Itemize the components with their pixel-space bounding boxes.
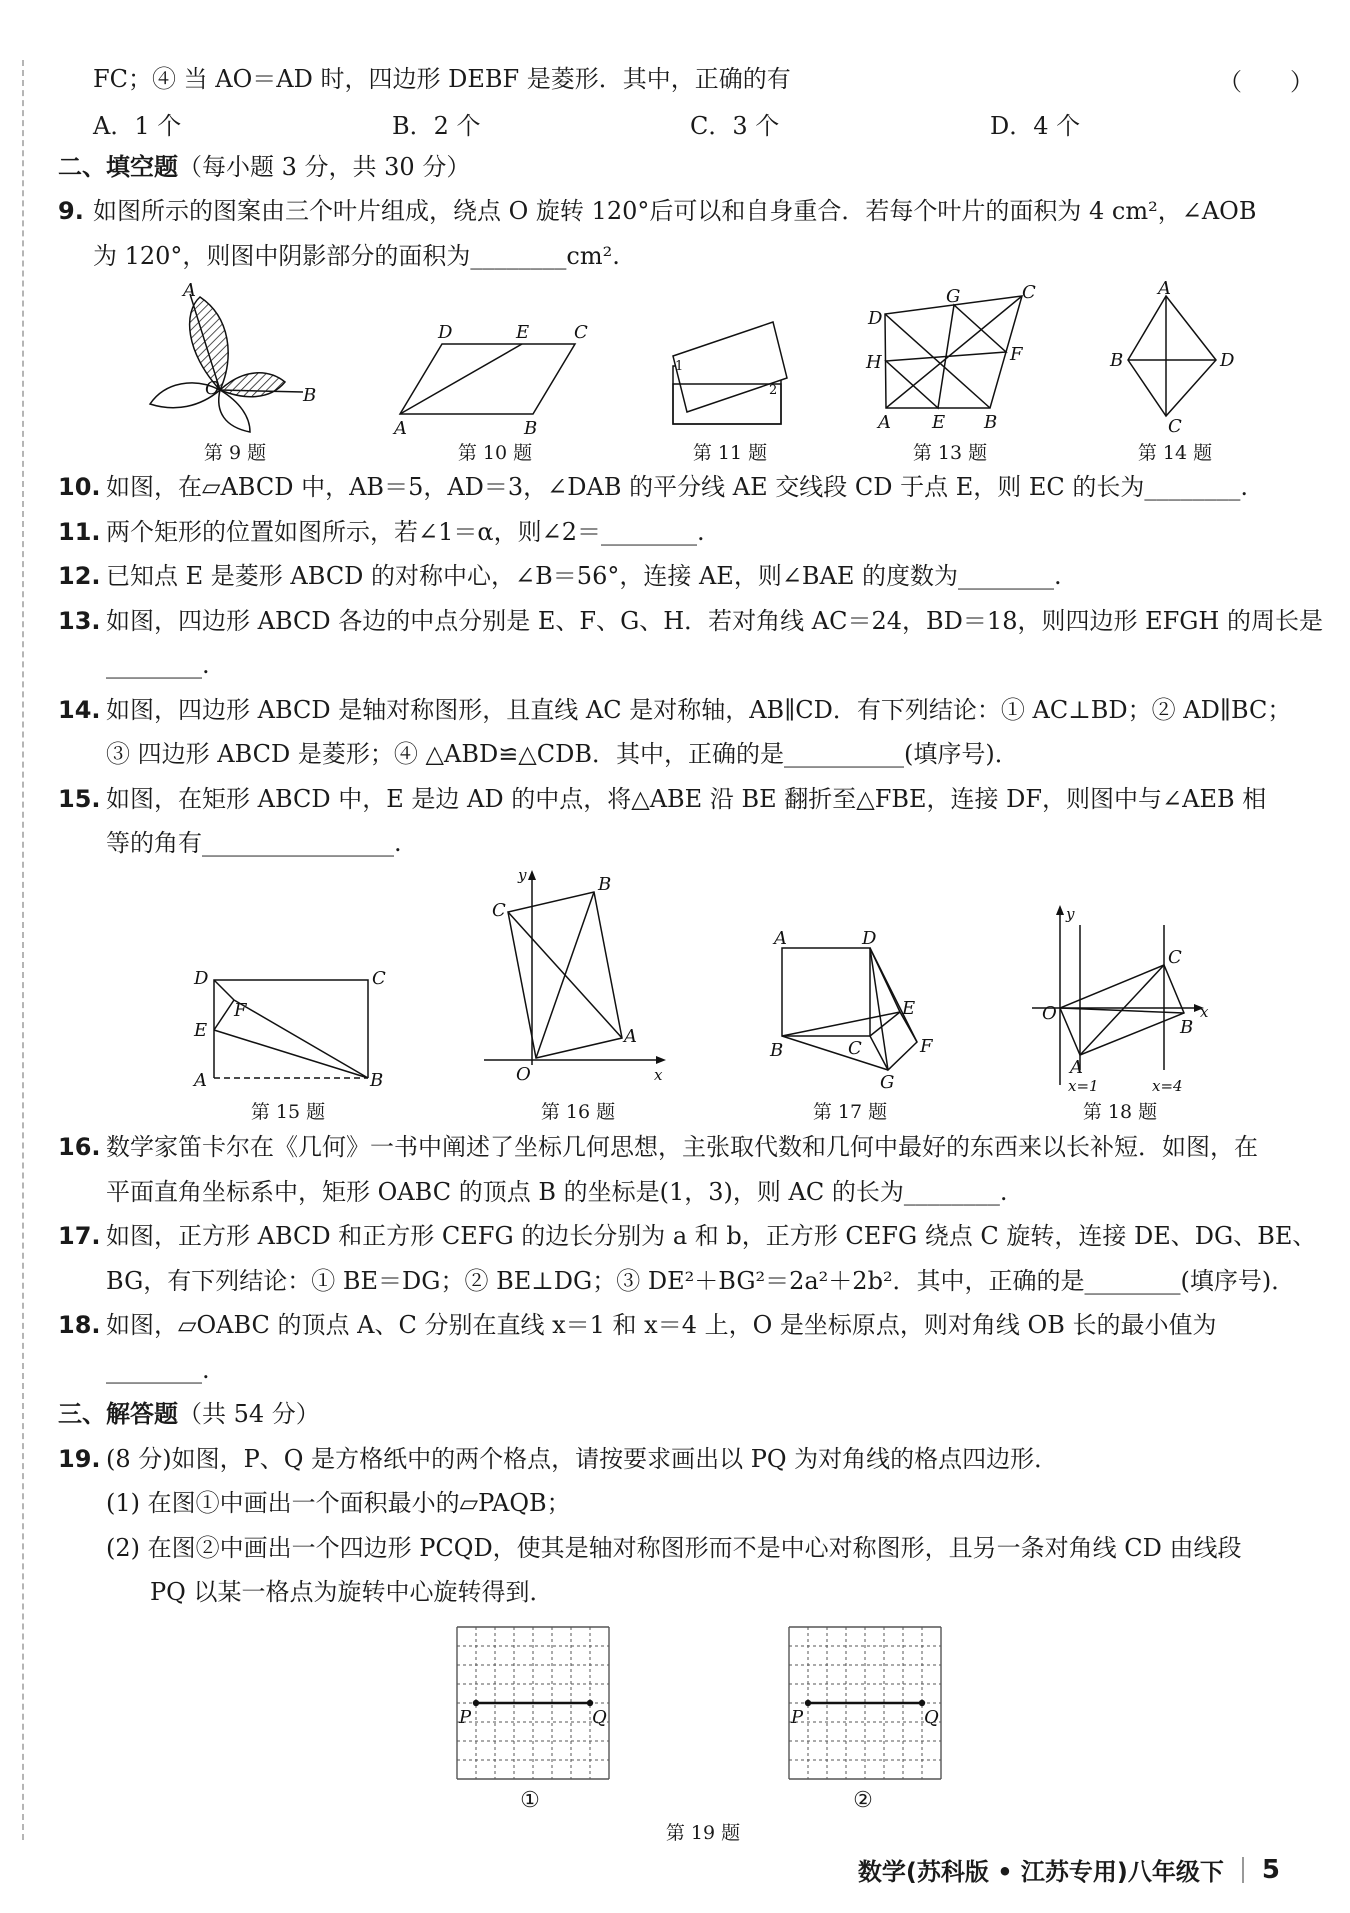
- grid-figure-2: [787, 1625, 947, 1785]
- label-y-axis: y: [518, 866, 527, 884]
- q9-text-2: 为 120°，则图中阴影部分的面积为________cm².: [93, 242, 620, 270]
- page-number: 5: [1261, 1854, 1280, 1885]
- q10-text: 如图，在▱ABCD 中，AB＝5，AD＝3，∠DAB 的平分线 AE 交线段 CD 于点 E，则 EC 的长为________.: [106, 473, 1249, 501]
- q19-number: 19.: [58, 1445, 101, 1473]
- q16-number: 16.: [58, 1133, 101, 1161]
- page-footer: [858, 1852, 1280, 1887]
- label-c: C: [574, 322, 588, 343]
- figure-17: [762, 928, 942, 1093]
- label-b: B: [370, 1070, 384, 1091]
- q19-text: (8 分)如图，P、Q 是方格纸中的两个格点，请按要求画出以 PQ 为对角线的格点四边形．: [106, 1445, 1059, 1473]
- label-e: E: [194, 1020, 208, 1041]
- q19-sub-1: (1) 在图①中画出一个面积最小的▱PAQB；: [106, 1489, 571, 1517]
- q8-tail: FC；④ 当 AO＝AD 时，四边形 DEBF 是菱形．其中，正确的有: [93, 65, 791, 93]
- label-c: C: [372, 968, 386, 989]
- label-o: O: [1042, 1003, 1057, 1024]
- label-o: O: [516, 1064, 531, 1085]
- label-f: F: [234, 1000, 247, 1021]
- label-b: B: [984, 412, 998, 433]
- figure-13: [862, 282, 1047, 438]
- label-c: C: [1168, 947, 1182, 968]
- q13-number: 13.: [58, 607, 101, 635]
- label-d: D: [438, 322, 453, 343]
- label-e: E: [902, 998, 916, 1019]
- q13-text-1: 如图，四边形 ABCD 各边的中点分别是 E、F、G、H．若对角线 AC＝24，BD＝18，则四边形 EFGH 的周长是: [106, 607, 1323, 635]
- figure-16: [482, 866, 672, 1085]
- angle-2-label: 2: [769, 383, 778, 398]
- figure-18: [1030, 905, 1215, 1095]
- figure-15: [190, 960, 390, 1100]
- label-c: C: [1168, 416, 1182, 437]
- q17-text-1: 如图，正方形 ABCD 和正方形 CEFG 的边长分别为 a 和 b，正方形 CEFG 绕点 C 旋转，连接 DE、DG、BE、: [106, 1222, 1317, 1250]
- q13-text-2: ________.: [106, 651, 210, 679]
- section-3-heading: [58, 1397, 320, 1431]
- label-o: O: [205, 378, 220, 399]
- label-f: F: [920, 1036, 933, 1057]
- label-d: D: [194, 968, 209, 989]
- option-b: B．2 个: [392, 112, 481, 140]
- q15-text-1: 如图，在矩形 ABCD 中，E 是边 AD 的中点，将△ABE 沿 BE 翻折至△FBE，连接 DF，则图中与∠AEB 相: [106, 785, 1267, 813]
- label-b: B: [303, 385, 317, 406]
- label-c: C: [1022, 282, 1036, 303]
- label-f: F: [1010, 344, 1023, 365]
- point-q: [919, 1700, 925, 1706]
- q12-text: 已知点 E 是菱形 ABCD 的对称中心，∠B＝56°，连接 AE，则∠BAE 的度数为________.: [106, 562, 1062, 590]
- label-g: G: [946, 286, 961, 307]
- label-p: P: [791, 1707, 804, 1728]
- q18-text-2: ________.: [106, 1356, 210, 1384]
- option-a: A．1 个: [93, 112, 182, 140]
- q18-number: 18.: [58, 1311, 101, 1339]
- label-x-axis: x: [654, 1066, 663, 1084]
- q17-number: 17.: [58, 1222, 101, 1250]
- caption-15: 第 15 题: [250, 1101, 326, 1123]
- book-title: 数学(苏科版 • 江苏专用)八年级下: [857, 1858, 1224, 1886]
- label-x-equals-4: x=4: [1152, 1077, 1183, 1095]
- label-q: Q: [924, 1707, 939, 1728]
- label-g: G: [880, 1072, 895, 1093]
- q9-text-1: 如图所示的图案由三个叶片组成，绕点 O 旋转 120°后可以和自身重合．若每个叶片的面积为 4 cm²，∠AOB: [93, 197, 1257, 225]
- caption-17: 第 17 题: [812, 1101, 888, 1123]
- label-a: A: [774, 928, 787, 949]
- label-d: D: [868, 308, 883, 329]
- label-x-equals-1: x=1: [1068, 1077, 1099, 1095]
- label-d: D: [1220, 350, 1235, 371]
- label-e: E: [516, 322, 530, 343]
- q17-text-2: BG，有下列结论：① BE＝DG；② BE⊥DG；③ DE²＋BG²＝2a²＋2b²．其中，正确的是________(填序号)．: [106, 1267, 1296, 1295]
- label-d: D: [862, 928, 877, 949]
- q18-text-1: 如图，▱OABC 的顶点 A、C 分别在直线 x＝1 和 x＝4 上，O 是坐标原点，则对角线 OB 长的最小值为: [106, 1311, 1217, 1339]
- label-b: B: [524, 418, 538, 439]
- q19-sub-2b: PQ 以某一格点为旋转中心旋转得到．: [150, 1578, 554, 1606]
- label-a: A: [1158, 278, 1171, 299]
- caption-16: 第 16 题: [540, 1101, 616, 1123]
- q12-number: 12.: [58, 562, 101, 590]
- q11-text: 两个矩形的位置如图所示，若∠1＝α，则∠2＝________.: [106, 518, 705, 546]
- footer-divider: [1242, 1857, 1244, 1883]
- option-c: C．3 个: [690, 112, 780, 140]
- q14-number: 14.: [58, 696, 101, 724]
- label-b: B: [1180, 1017, 1194, 1038]
- figure-11: [665, 308, 795, 433]
- label-x-axis: x: [1200, 1003, 1209, 1021]
- q10-number: 10.: [58, 473, 101, 501]
- grid-1-label: ①: [520, 1788, 540, 1813]
- label-c: C: [848, 1038, 862, 1059]
- label-a: A: [183, 280, 196, 301]
- label-b: B: [1110, 350, 1124, 371]
- label-b: B: [770, 1040, 784, 1061]
- point-p: [473, 1700, 479, 1706]
- figure-14: [1106, 278, 1246, 437]
- option-d: D．4 个: [990, 112, 1081, 140]
- q14-text-2: ③ 四边形 ABCD 是菱形；④ △ABD≌△CDB．其中，正确的是__________(填序号)．: [106, 740, 1019, 768]
- caption-14: 第 14 题: [1137, 442, 1213, 464]
- caption-18: 第 18 题: [1082, 1101, 1158, 1123]
- label-a: A: [394, 418, 407, 439]
- label-q: Q: [592, 1707, 607, 1728]
- answer-parentheses: （ ）: [1218, 68, 1314, 96]
- binding-margin-line: [22, 60, 24, 1840]
- caption-9: 第 9 题: [203, 442, 267, 464]
- section-2-note: （每小题 3 分，共 30 分）: [178, 153, 471, 181]
- q19-sub-2a: (2) 在图②中画出一个四边形 PCQD，使其是轴对称图形而不是中心对称图形，且另一条对角线 CD 由线段: [106, 1534, 1242, 1562]
- point-q: [587, 1700, 593, 1706]
- figure-9: [145, 282, 330, 437]
- caption-19: 第 19 题: [665, 1822, 741, 1844]
- figure-10: [392, 322, 592, 437]
- angle-1-label: 1: [675, 359, 684, 374]
- q16-text-2: 平面直角坐标系中，矩形 OABC 的顶点 B 的坐标是(1，3)，则 AC 的长为________.: [106, 1178, 1008, 1206]
- label-y-axis: y: [1066, 905, 1075, 923]
- grid-figure-1: [455, 1625, 615, 1785]
- q15-text-2: 等的角有________________.: [106, 829, 402, 857]
- section-2-heading: [58, 150, 470, 184]
- section-3-title: 三、解答题: [58, 1400, 178, 1428]
- point-p: [805, 1700, 811, 1706]
- q16-text-1: 数学家笛卡尔在《几何》一书中阐述了坐标几何思想，主张取代数和几何中最好的东西来以长补短．如图，在: [106, 1133, 1258, 1161]
- label-a: A: [624, 1026, 637, 1047]
- label-a: A: [878, 412, 891, 433]
- q11-number: 11.: [58, 518, 101, 546]
- label-e: E: [932, 412, 946, 433]
- caption-10: 第 10 题: [457, 442, 533, 464]
- grid-2-label: ②: [853, 1788, 873, 1813]
- caption-11: 第 11 题: [692, 442, 768, 464]
- label-p: P: [459, 1707, 472, 1728]
- label-c: C: [492, 900, 506, 921]
- caption-13: 第 13 题: [912, 442, 988, 464]
- q15-number: 15.: [58, 785, 101, 813]
- label-a: A: [194, 1070, 207, 1091]
- label-b: B: [598, 874, 612, 895]
- label-h: H: [866, 352, 882, 373]
- section-2-title: 二、填空题: [58, 153, 178, 181]
- q9-number: 9.: [58, 197, 84, 225]
- label-a: A: [1070, 1057, 1083, 1078]
- q14-text-1: 如图，四边形 ABCD 是轴对称图形，且直线 AC 是对称轴，AB∥CD．有下列结论：① AC⊥BD；② AD∥BC；: [106, 696, 1292, 724]
- section-3-note: （共 54 分）: [178, 1400, 320, 1428]
